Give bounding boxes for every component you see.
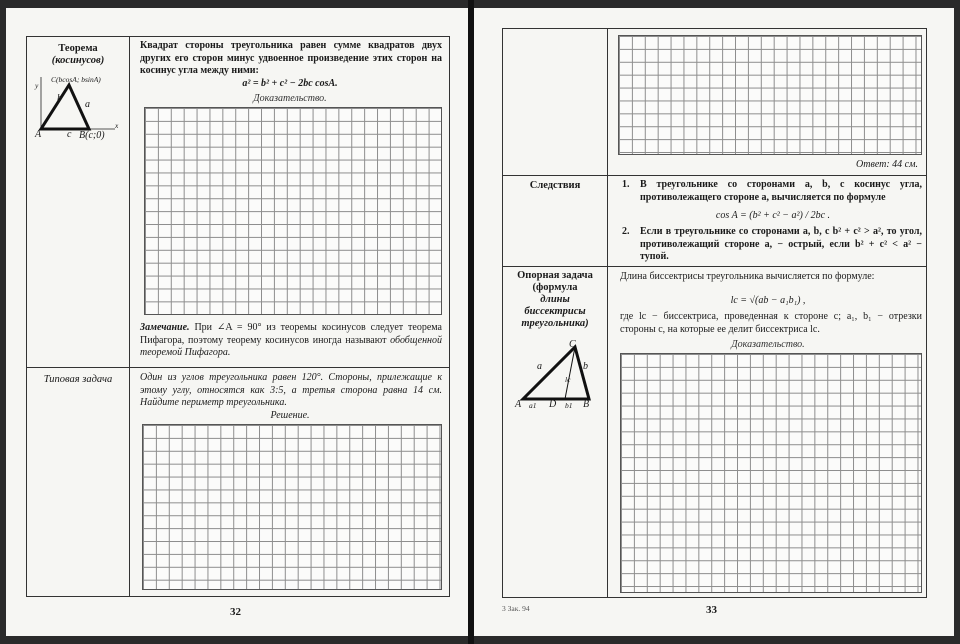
proof-grid[interactable] bbox=[144, 107, 442, 315]
bisector-statement: Длина биссектрисы треугольника вычисляется по формуле: bbox=[620, 271, 875, 282]
bisector-explanation: где lc − биссектриса, проведенная к стороне c; a₁, b₁ − отрезки стороны c, на которые ее делит биссектриса lc. bbox=[620, 311, 922, 335]
bisector-diagram-side-b: b bbox=[583, 361, 588, 372]
consequences-content-cell bbox=[607, 175, 927, 267]
remark bbox=[140, 322, 442, 360]
bisector-diagram-point-d: D bbox=[549, 399, 557, 410]
continuation-label-cell bbox=[502, 28, 608, 176]
bisector-formula: lc = √(ab − a₁b₁) , bbox=[730, 295, 806, 306]
key-task-content-cell bbox=[607, 266, 927, 598]
consequence-1-formula: cos A = (b² + c² − a²) / 2bc . bbox=[715, 210, 831, 221]
page-number-left: 32 bbox=[230, 606, 241, 618]
proof-label: Доказательство. bbox=[253, 93, 327, 104]
bisector-diagram-side-a: a bbox=[537, 361, 542, 372]
key-task-label-4: биссектрисы bbox=[524, 306, 586, 317]
key-task-label-5: треугольника) bbox=[521, 318, 589, 329]
answer: Ответ: 44 см. bbox=[856, 159, 918, 170]
solution-grid[interactable] bbox=[142, 424, 442, 590]
typical-task-content-cell bbox=[129, 367, 450, 597]
diagram-side-a: a bbox=[85, 99, 90, 110]
left-page bbox=[6, 8, 468, 636]
theorem-label-cell bbox=[26, 36, 130, 368]
right-page bbox=[474, 8, 954, 636]
theorem-formula: a² = b² + c² − 2bc cosA. bbox=[242, 78, 338, 89]
bisector-diagram-point-a: A bbox=[515, 399, 522, 410]
remark-italic: обобщенной теоремой Пифагора. bbox=[140, 334, 442, 358]
continuation-content-cell bbox=[607, 28, 927, 176]
key-task-label-cell bbox=[502, 266, 608, 598]
bisector-diagram-a1: a1 bbox=[529, 401, 537, 410]
diagram-point-c: C(bcosA; bsinA) bbox=[51, 75, 101, 84]
diagram-point-b: B(c;0) bbox=[79, 130, 105, 141]
theorem-label: Теорема bbox=[58, 43, 98, 54]
consequence-1-text: В треугольнике со сторонами a, b, c косинус угла, противолежащего стороне a, вычисляется по формуле bbox=[640, 179, 922, 203]
typical-task-label-cell bbox=[26, 367, 130, 597]
consequence-2-number: 2. bbox=[622, 226, 630, 237]
theorem-sublabel: (косинусов) bbox=[51, 55, 105, 66]
page-number-right: 33 bbox=[706, 604, 717, 616]
bisector-diagram bbox=[513, 337, 603, 409]
theorem-statement: Квадрат стороны треугольника равен сумме квадратов двух других его сторон минус удвоенное произведение этих сторон на косинус угла между ними: bbox=[140, 40, 442, 76]
bisector-diagram-b1: b1 bbox=[565, 401, 573, 410]
key-task-label-1: Опорная задача bbox=[517, 270, 593, 281]
task-statement: Один из углов треугольника равен 120°. Стороны, прилежащие к этому углу, относятся как 3:5, а третья сторона равна 14 см. Найдите периметр треугольника. bbox=[140, 372, 442, 408]
diagram-point-a: A bbox=[35, 129, 42, 140]
diagram-axis-x: x bbox=[115, 121, 119, 130]
key-task-label-3: длины bbox=[540, 294, 570, 305]
bisector-diagram-lc: lc bbox=[565, 375, 571, 384]
remark-text: При ∠A = 90° из теоремы косинусов следует теорема Пифагора, поэтому теорему косинусов иногда называют bbox=[140, 322, 442, 346]
bisector-proof-label: Доказательство. bbox=[731, 339, 805, 350]
bisector-proof-grid[interactable] bbox=[620, 353, 922, 593]
diagram-axis-y: y bbox=[35, 81, 39, 90]
bisector-diagram-point-c: C bbox=[569, 339, 576, 350]
solution-label: Решение. bbox=[270, 410, 310, 421]
diagram-side-c: c bbox=[67, 129, 72, 140]
consequences-label-cell bbox=[502, 175, 608, 267]
consequence-1-number: 1. bbox=[622, 179, 630, 190]
remark-lead: Замечание. bbox=[140, 322, 190, 333]
bisector-diagram-point-b: B bbox=[583, 399, 590, 410]
diagram-side-b: b bbox=[57, 93, 62, 104]
consequences-label: Следствия bbox=[529, 180, 581, 191]
key-task-label-2: (формула bbox=[532, 282, 578, 293]
typical-task-label: Типовая задача bbox=[43, 374, 113, 385]
continuation-grid[interactable] bbox=[618, 35, 922, 155]
theorem-content-cell bbox=[129, 36, 450, 368]
consequence-2-text: Если в треугольнике со сторонами a, b, c b² + c² > a², то угол, противолежащий стороне a, − острый, если b² + c² < a² − тупой. bbox=[640, 226, 922, 262]
footer-note: 3 Зак. 94 bbox=[502, 604, 530, 613]
